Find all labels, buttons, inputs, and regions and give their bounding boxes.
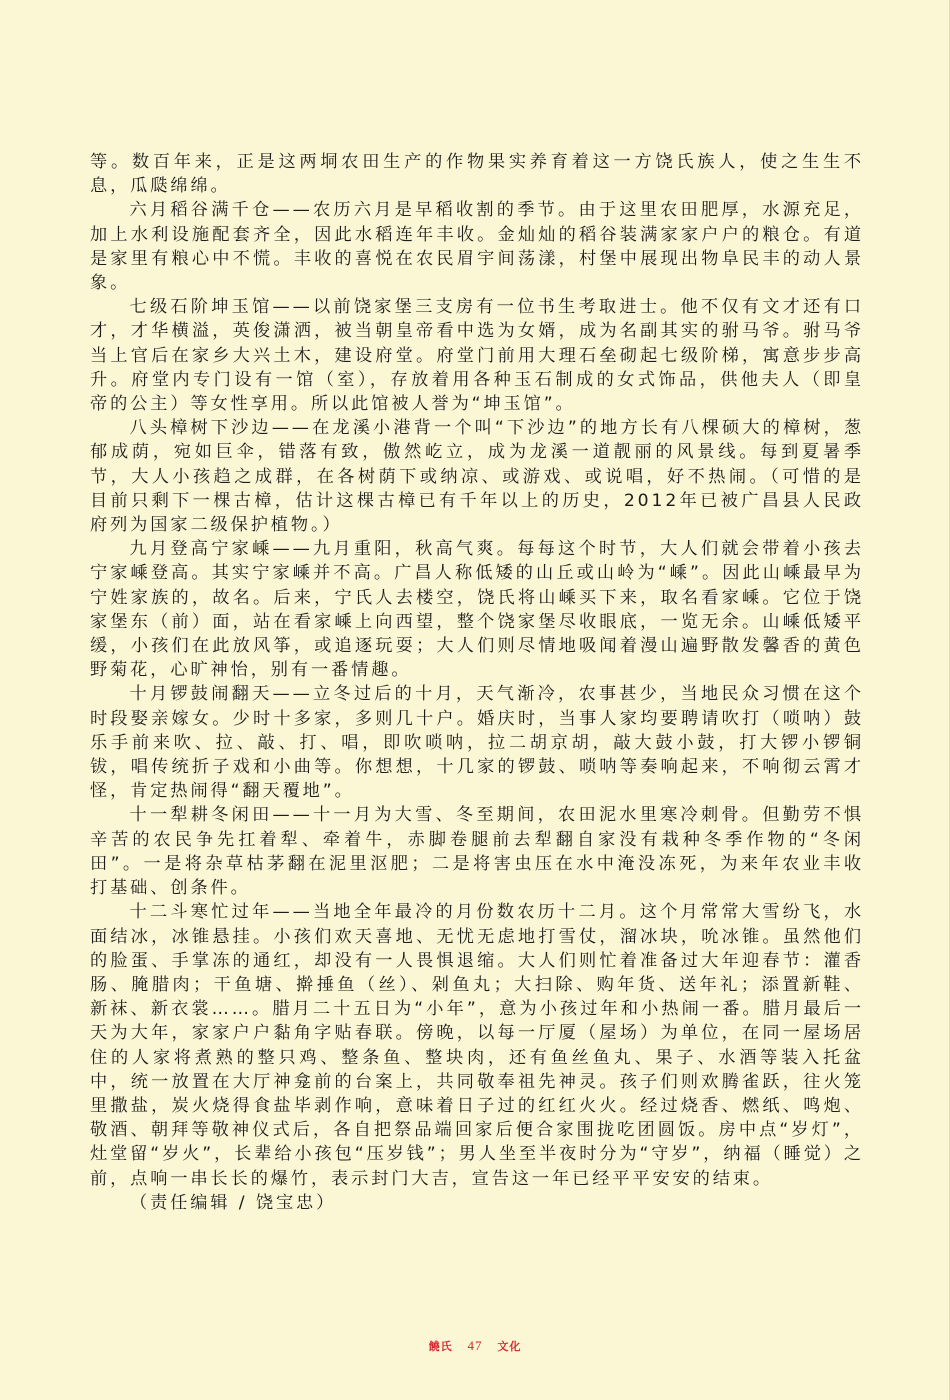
paragraph: 十一犁耕冬闲田——十一月为大雪、冬至期间，农田泥水里寒冷刺骨。但勤劳不惧辛苦的农民争先扛着犁、牵着牛，赤脚卷腿前去犁翻自家没有栽种冬季作物的“冬闲田”。一是将杂草枯茅翻在泥里沤肥；二是将害虫压在水中淹没冻死，为来年农业丰收打基础、创条件。: [90, 805, 864, 899]
paragraph: 六月稻谷满千仓——农历六月是早稻收割的季节。由于这里农田肥厚，水源充足，加上水利设施配套齐全，因此水稻连年丰收。金灿灿的稻谷装满家家户户的粮仓。有道是家里有粮心中不慌。丰收的喜悦在农民眉宇间荡漾，村堡中展现出物阜民丰的动人景象。: [90, 200, 864, 294]
paragraph: 九月登高宁家嵊——九月重阳，秋高气爽。每每这个时节，大人们就会带着小孩去宁家嵊登高。其实宁家嵊并不高。广昌人称低矮的山丘或山岭为“嵊”。因此山嵊最早为宁姓家族的，故名。后来，宁氏人去楼空，饶氏将山嵊买下来，取名看家嵊。它位于饶家堡东（前）面，站在看家嵊上向西望，整个饶家堡尽收眼底，一览无余。山嵊低矮平缓，小孩们在此放风筝，或追逐玩耍；大人们则尽情地吸闻着漫山遍野散发馨香的黄色野菊花，心旷神怡，别有一番情趣。: [90, 539, 864, 681]
footer-section-name: 文化: [497, 1340, 522, 1353]
editor-credit: （责任编辑 / 饶宝忠）: [130, 1192, 337, 1213]
paragraph: 十二斗寒忙过年——当地全年最冷的月份数农历十二月。这个月常常大雪纷飞，水面结冰，冰锥悬挂。小孩们欢天喜地、无忧无虑地打雪仗，溜冰块，吮冰锥。虽然他们的脸蛋、手掌冻的通红，却没有一人畏惧退缩。大人们则忙着准备过大年迎春节：灌香肠、腌腊肉；干鱼塘、擀捶鱼（丝）、剁鱼丸；大扫除、购年货、送年礼；添置新鞋、新袜、新衣裳……。腊月二十五日为“小年”，意为小孩过年和小热闹一番。腊月最后一天为大年，家家户户黏角字贴春联。傍晚，以每一厅厦（屋场）为单位，在同一屋场居住的人家将煮熟的整只鸡、整条鱼、整块肉，还有鱼丝鱼丸、果子、水酒等装入托盆中，统一放置在大厅神龛前的台案上，共同敬奉祖先神灵。孩子们则欢腾雀跃，往火笼里撒盐，炭火烧得食盐毕剥作响，意味着日子过的红红火火。经过烧香、燃纸、鸣炮、敬酒、朝拜等敬神仪式后，各自把祭品端回家后便合家围拢吃团圆饭。房中点“岁灯”，灶堂留“岁火”，长辈给小孩包“压岁钱”；男人坐至半夜时分为“守岁”，纳福（睡觉）之前，点响一串长长的爆竹，表示封门大吉，宣告这一年已经平平安安的结束。: [90, 902, 864, 1189]
article-body: [90, 150, 864, 1215]
paragraph: 等。数百年来，正是这两垌农田生产的作物果实养育着这一方饶氏族人，使之生生不息，瓜瓞绵绵。: [90, 152, 864, 197]
paragraph: 八头樟树下沙边——在龙溪小港背一个叫“下沙边”的地方长有八棵硕大的樟树，葱郁成荫，宛如巨伞，错落有致，傲然屹立，成为龙溪一道靓丽的风景线。每到夏暑季节，大人小孩趋之成群，在各树荫下或纳凉、或游戏、或说唱，好不热闹。（可惜的是目前只剩下一棵古樟，估计这棵古樟已有千年以上的历史，2012年已被广昌县人民政府列为国家二级保护植物。）: [90, 418, 864, 536]
footer-magazine-name: 饒氏: [428, 1340, 453, 1353]
paragraph: 七级石阶坤玉馆——以前饶家堡三支房有一位书生考取进士。他不仅有文才还有口才，才华横溢，英俊潇洒，被当朝皇帝看中选为女婿，成为名副其实的驸马爷。驸马爷当上官后在家乡大兴土木，建设府堂。府堂门前用大理石垒砌起七级阶梯，寓意步步高升。府堂内专门设有一馆（室），存放着用各种玉石制成的女式饰品，供他夫人（即皇帝的公主）等女性享用。所以此馆被人誉为“坤玉馆”。: [90, 297, 864, 415]
page-footer: [0, 1338, 950, 1354]
paragraph: 十月锣鼓闹翻天——立冬过后的十月，天气渐冷，农事甚少，当地民众习惯在这个时段娶亲嫁女。少时十多家，多则几十户。婚庆时，当事人家均要聘请吹打（唢呐）鼓乐手前来吹、拉、敲、打、唱，即吹唢呐，拉二胡京胡，敲大鼓小鼓，打大锣小锣铜钹，唱传统折子戏和小曲等。你想想，十几家的锣鼓、唢呐等奏响起来，不响彻云霄才怪，肯定热闹得“翻天覆地”。: [90, 684, 864, 802]
page-number: 47: [467, 1338, 483, 1353]
